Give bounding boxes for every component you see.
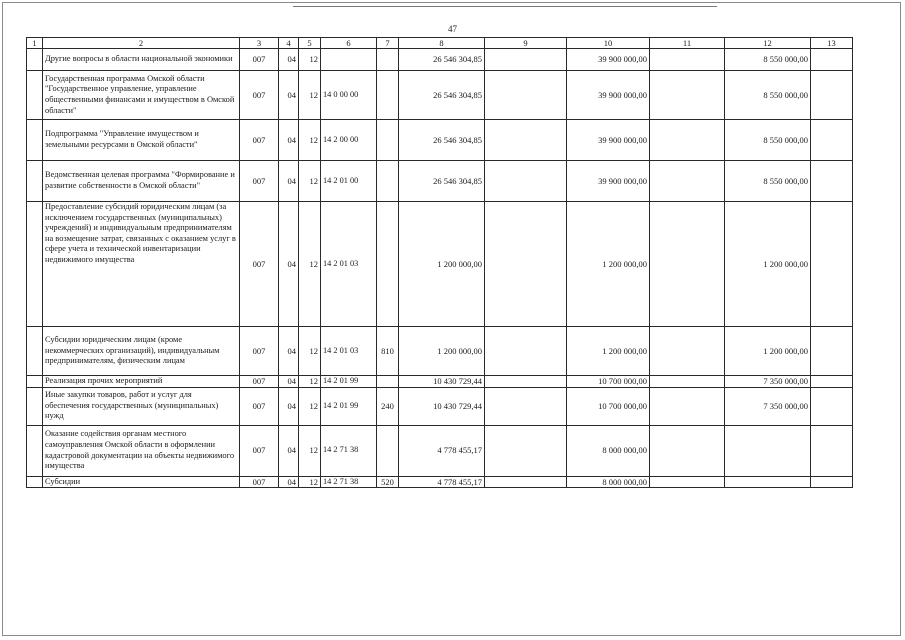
cell-amount-col9 bbox=[485, 327, 567, 376]
cell-name: Государственная программа Омской области "Государственное управление, управление общественными финансами и имуществом в Омской области" bbox=[43, 71, 240, 120]
cell-amount-col8: 10 430 729,44 bbox=[399, 376, 485, 388]
column-header: 11 bbox=[650, 38, 725, 49]
cell-subsection: 12 bbox=[299, 387, 321, 425]
table-row bbox=[27, 202, 853, 327]
cell-amount-col10: 10 700 000,00 bbox=[567, 376, 650, 388]
cell-name: Другие вопросы в области национальной экономики bbox=[43, 49, 240, 71]
cell-admin-code: 007 bbox=[240, 476, 279, 488]
column-header: 9 bbox=[485, 38, 567, 49]
cell-row-number bbox=[27, 476, 43, 488]
cell-expense-type bbox=[377, 71, 399, 120]
cell-row-number bbox=[27, 327, 43, 376]
cell-name: Иные закупки товаров, работ и услуг для обеспечения государственных (муниципальных) нужд bbox=[43, 387, 240, 425]
cell-name: Реализация прочих мероприятий bbox=[43, 376, 240, 388]
cell-target-article: 14 2 01 99 bbox=[321, 387, 377, 425]
cell-amount-col9 bbox=[485, 387, 567, 425]
cell-section: 04 bbox=[279, 71, 299, 120]
cell-target-article: 14 2 71 38 bbox=[321, 476, 377, 488]
cell-name: Предоставление субсидий юридическим лицам (за исключением государственных (муниципальных) учреждений) и индивидуальным предпринимателям на возмещение затрат, связанных с оказанием услуг в сфере учета и технической инвентаризации недвижимого имущества bbox=[43, 202, 240, 327]
cell-amount-col11 bbox=[650, 120, 725, 161]
cell-amount-col8: 26 546 304,85 bbox=[399, 71, 485, 120]
cell-amount-col10: 39 900 000,00 bbox=[567, 120, 650, 161]
table-row bbox=[27, 327, 853, 376]
cell-amount-col9 bbox=[485, 71, 567, 120]
cell-expense-type: 520 bbox=[377, 476, 399, 488]
cell-amount-col10: 8 000 000,00 bbox=[567, 425, 650, 476]
cell-amount-col11 bbox=[650, 71, 725, 120]
cell-subsection: 12 bbox=[299, 327, 321, 376]
cell-name: Ведомственная целевая программа "Формирование и развитие собственности в Омской области" bbox=[43, 161, 240, 202]
cell-amount-col13 bbox=[811, 327, 853, 376]
cell-section: 04 bbox=[279, 425, 299, 476]
cell-target-article bbox=[321, 49, 377, 71]
cell-amount-col12: 7 350 000,00 bbox=[725, 376, 811, 388]
cell-target-article: 14 2 71 38 bbox=[321, 425, 377, 476]
cell-subsection: 12 bbox=[299, 376, 321, 388]
cell-admin-code: 007 bbox=[240, 49, 279, 71]
cell-row-number bbox=[27, 376, 43, 388]
cell-amount-col13 bbox=[811, 425, 853, 476]
column-header: 12 bbox=[725, 38, 811, 49]
cell-admin-code: 007 bbox=[240, 425, 279, 476]
cell-row-number bbox=[27, 120, 43, 161]
top-rule bbox=[293, 6, 717, 7]
cell-expense-type: 810 bbox=[377, 327, 399, 376]
cell-row-number bbox=[27, 49, 43, 71]
cell-section: 04 bbox=[279, 49, 299, 71]
cell-expense-type: 240 bbox=[377, 387, 399, 425]
cell-amount-col8: 26 546 304,85 bbox=[399, 120, 485, 161]
table-row bbox=[27, 71, 853, 120]
cell-amount-col11 bbox=[650, 425, 725, 476]
cell-section: 04 bbox=[279, 376, 299, 388]
cell-amount-col11 bbox=[650, 476, 725, 488]
table-row bbox=[27, 49, 853, 71]
cell-amount-col13 bbox=[811, 120, 853, 161]
cell-name: Подпрограмма "Управление имуществом и земельными ресурсами в Омской области" bbox=[43, 120, 240, 161]
cell-expense-type bbox=[377, 49, 399, 71]
column-header: 13 bbox=[811, 38, 853, 49]
cell-amount-col11 bbox=[650, 327, 725, 376]
cell-section: 04 bbox=[279, 120, 299, 161]
budget-table bbox=[26, 37, 853, 488]
cell-expense-type bbox=[377, 425, 399, 476]
cell-amount-col12: 7 350 000,00 bbox=[725, 387, 811, 425]
cell-amount-col12: 8 550 000,00 bbox=[725, 49, 811, 71]
cell-amount-col10: 39 900 000,00 bbox=[567, 71, 650, 120]
cell-amount-col9 bbox=[485, 202, 567, 327]
page-number: 47 bbox=[448, 24, 457, 34]
cell-amount-col9 bbox=[485, 376, 567, 388]
cell-amount-col9 bbox=[485, 425, 567, 476]
cell-amount-col9 bbox=[485, 120, 567, 161]
cell-amount-col11 bbox=[650, 202, 725, 327]
cell-subsection: 12 bbox=[299, 49, 321, 71]
column-header-row bbox=[27, 38, 853, 49]
cell-target-article: 14 0 00 00 bbox=[321, 71, 377, 120]
cell-section: 04 bbox=[279, 476, 299, 488]
cell-amount-col8: 26 546 304,85 bbox=[399, 49, 485, 71]
cell-admin-code: 007 bbox=[240, 376, 279, 388]
cell-admin-code: 007 bbox=[240, 327, 279, 376]
cell-amount-col11 bbox=[650, 49, 725, 71]
cell-amount-col8: 26 546 304,85 bbox=[399, 161, 485, 202]
cell-amount-col9 bbox=[485, 49, 567, 71]
cell-amount-col10: 8 000 000,00 bbox=[567, 476, 650, 488]
cell-subsection: 12 bbox=[299, 120, 321, 161]
cell-amount-col8: 10 430 729,44 bbox=[399, 387, 485, 425]
cell-amount-col11 bbox=[650, 376, 725, 388]
column-header: 4 bbox=[279, 38, 299, 49]
cell-target-article: 14 2 01 03 bbox=[321, 327, 377, 376]
cell-expense-type bbox=[377, 202, 399, 327]
cell-amount-col10: 10 700 000,00 bbox=[567, 387, 650, 425]
cell-admin-code: 007 bbox=[240, 161, 279, 202]
column-header: 6 bbox=[321, 38, 377, 49]
cell-admin-code: 007 bbox=[240, 202, 279, 327]
cell-amount-col8: 4 778 455,17 bbox=[399, 425, 485, 476]
cell-subsection: 12 bbox=[299, 476, 321, 488]
table-row bbox=[27, 120, 853, 161]
cell-target-article: 14 2 01 03 bbox=[321, 202, 377, 327]
cell-amount-col13 bbox=[811, 71, 853, 120]
cell-row-number bbox=[27, 202, 43, 327]
cell-amount-col8: 1 200 000,00 bbox=[399, 202, 485, 327]
cell-subsection: 12 bbox=[299, 161, 321, 202]
column-header: 5 bbox=[299, 38, 321, 49]
cell-section: 04 bbox=[279, 202, 299, 327]
cell-amount-col12: 1 200 000,00 bbox=[725, 202, 811, 327]
column-header: 7 bbox=[377, 38, 399, 49]
cell-amount-col9 bbox=[485, 476, 567, 488]
cell-target-article: 14 2 01 00 bbox=[321, 161, 377, 202]
cell-amount-col12: 1 200 000,00 bbox=[725, 327, 811, 376]
cell-amount-col10: 1 200 000,00 bbox=[567, 327, 650, 376]
cell-row-number bbox=[27, 425, 43, 476]
table-row bbox=[27, 161, 853, 202]
column-header: 1 bbox=[27, 38, 43, 49]
cell-amount-col12 bbox=[725, 476, 811, 488]
cell-amount-col13 bbox=[811, 376, 853, 388]
column-header: 3 bbox=[240, 38, 279, 49]
cell-amount-col12 bbox=[725, 425, 811, 476]
cell-section: 04 bbox=[279, 327, 299, 376]
cell-name: Субсидии bbox=[43, 476, 240, 488]
column-header: 8 bbox=[399, 38, 485, 49]
cell-amount-col13 bbox=[811, 387, 853, 425]
cell-section: 04 bbox=[279, 161, 299, 202]
cell-amount-col10: 39 900 000,00 bbox=[567, 161, 650, 202]
cell-section: 04 bbox=[279, 387, 299, 425]
cell-admin-code: 007 bbox=[240, 120, 279, 161]
cell-expense-type bbox=[377, 120, 399, 161]
budget-table-wrapper bbox=[26, 37, 853, 488]
cell-row-number bbox=[27, 387, 43, 425]
cell-amount-col11 bbox=[650, 387, 725, 425]
cell-expense-type bbox=[377, 161, 399, 202]
table-row bbox=[27, 425, 853, 476]
cell-subsection: 12 bbox=[299, 71, 321, 120]
cell-amount-col10: 39 900 000,00 bbox=[567, 49, 650, 71]
cell-target-article: 14 2 00 00 bbox=[321, 120, 377, 161]
cell-admin-code: 007 bbox=[240, 387, 279, 425]
cell-expense-type bbox=[377, 376, 399, 388]
cell-target-article: 14 2 01 99 bbox=[321, 376, 377, 388]
column-header: 2 bbox=[43, 38, 240, 49]
cell-amount-col12: 8 550 000,00 bbox=[725, 161, 811, 202]
cell-row-number bbox=[27, 71, 43, 120]
cell-amount-col13 bbox=[811, 49, 853, 71]
cell-amount-col10: 1 200 000,00 bbox=[567, 202, 650, 327]
cell-subsection: 12 bbox=[299, 202, 321, 327]
cell-amount-col12: 8 550 000,00 bbox=[725, 71, 811, 120]
cell-row-number bbox=[27, 161, 43, 202]
cell-amount-col8: 1 200 000,00 bbox=[399, 327, 485, 376]
cell-name: Субсидии юридическим лицам (кроме некоммерческих организаций), индивидуальным предпринимателям, физическим лицам bbox=[43, 327, 240, 376]
table-row bbox=[27, 376, 853, 388]
cell-amount-col11 bbox=[650, 161, 725, 202]
cell-amount-col13 bbox=[811, 161, 853, 202]
cell-amount-col8: 4 778 455,17 bbox=[399, 476, 485, 488]
column-header: 10 bbox=[567, 38, 650, 49]
cell-admin-code: 007 bbox=[240, 71, 279, 120]
cell-subsection: 12 bbox=[299, 425, 321, 476]
cell-amount-col13 bbox=[811, 476, 853, 488]
table-row bbox=[27, 476, 853, 488]
cell-amount-col13 bbox=[811, 202, 853, 327]
cell-amount-col9 bbox=[485, 161, 567, 202]
table-row bbox=[27, 387, 853, 425]
cell-amount-col12: 8 550 000,00 bbox=[725, 120, 811, 161]
cell-name: Оказание содействия органам местного самоуправления Омской области в оформлении кадастровой документации на объекты недвижимого имущества bbox=[43, 425, 240, 476]
